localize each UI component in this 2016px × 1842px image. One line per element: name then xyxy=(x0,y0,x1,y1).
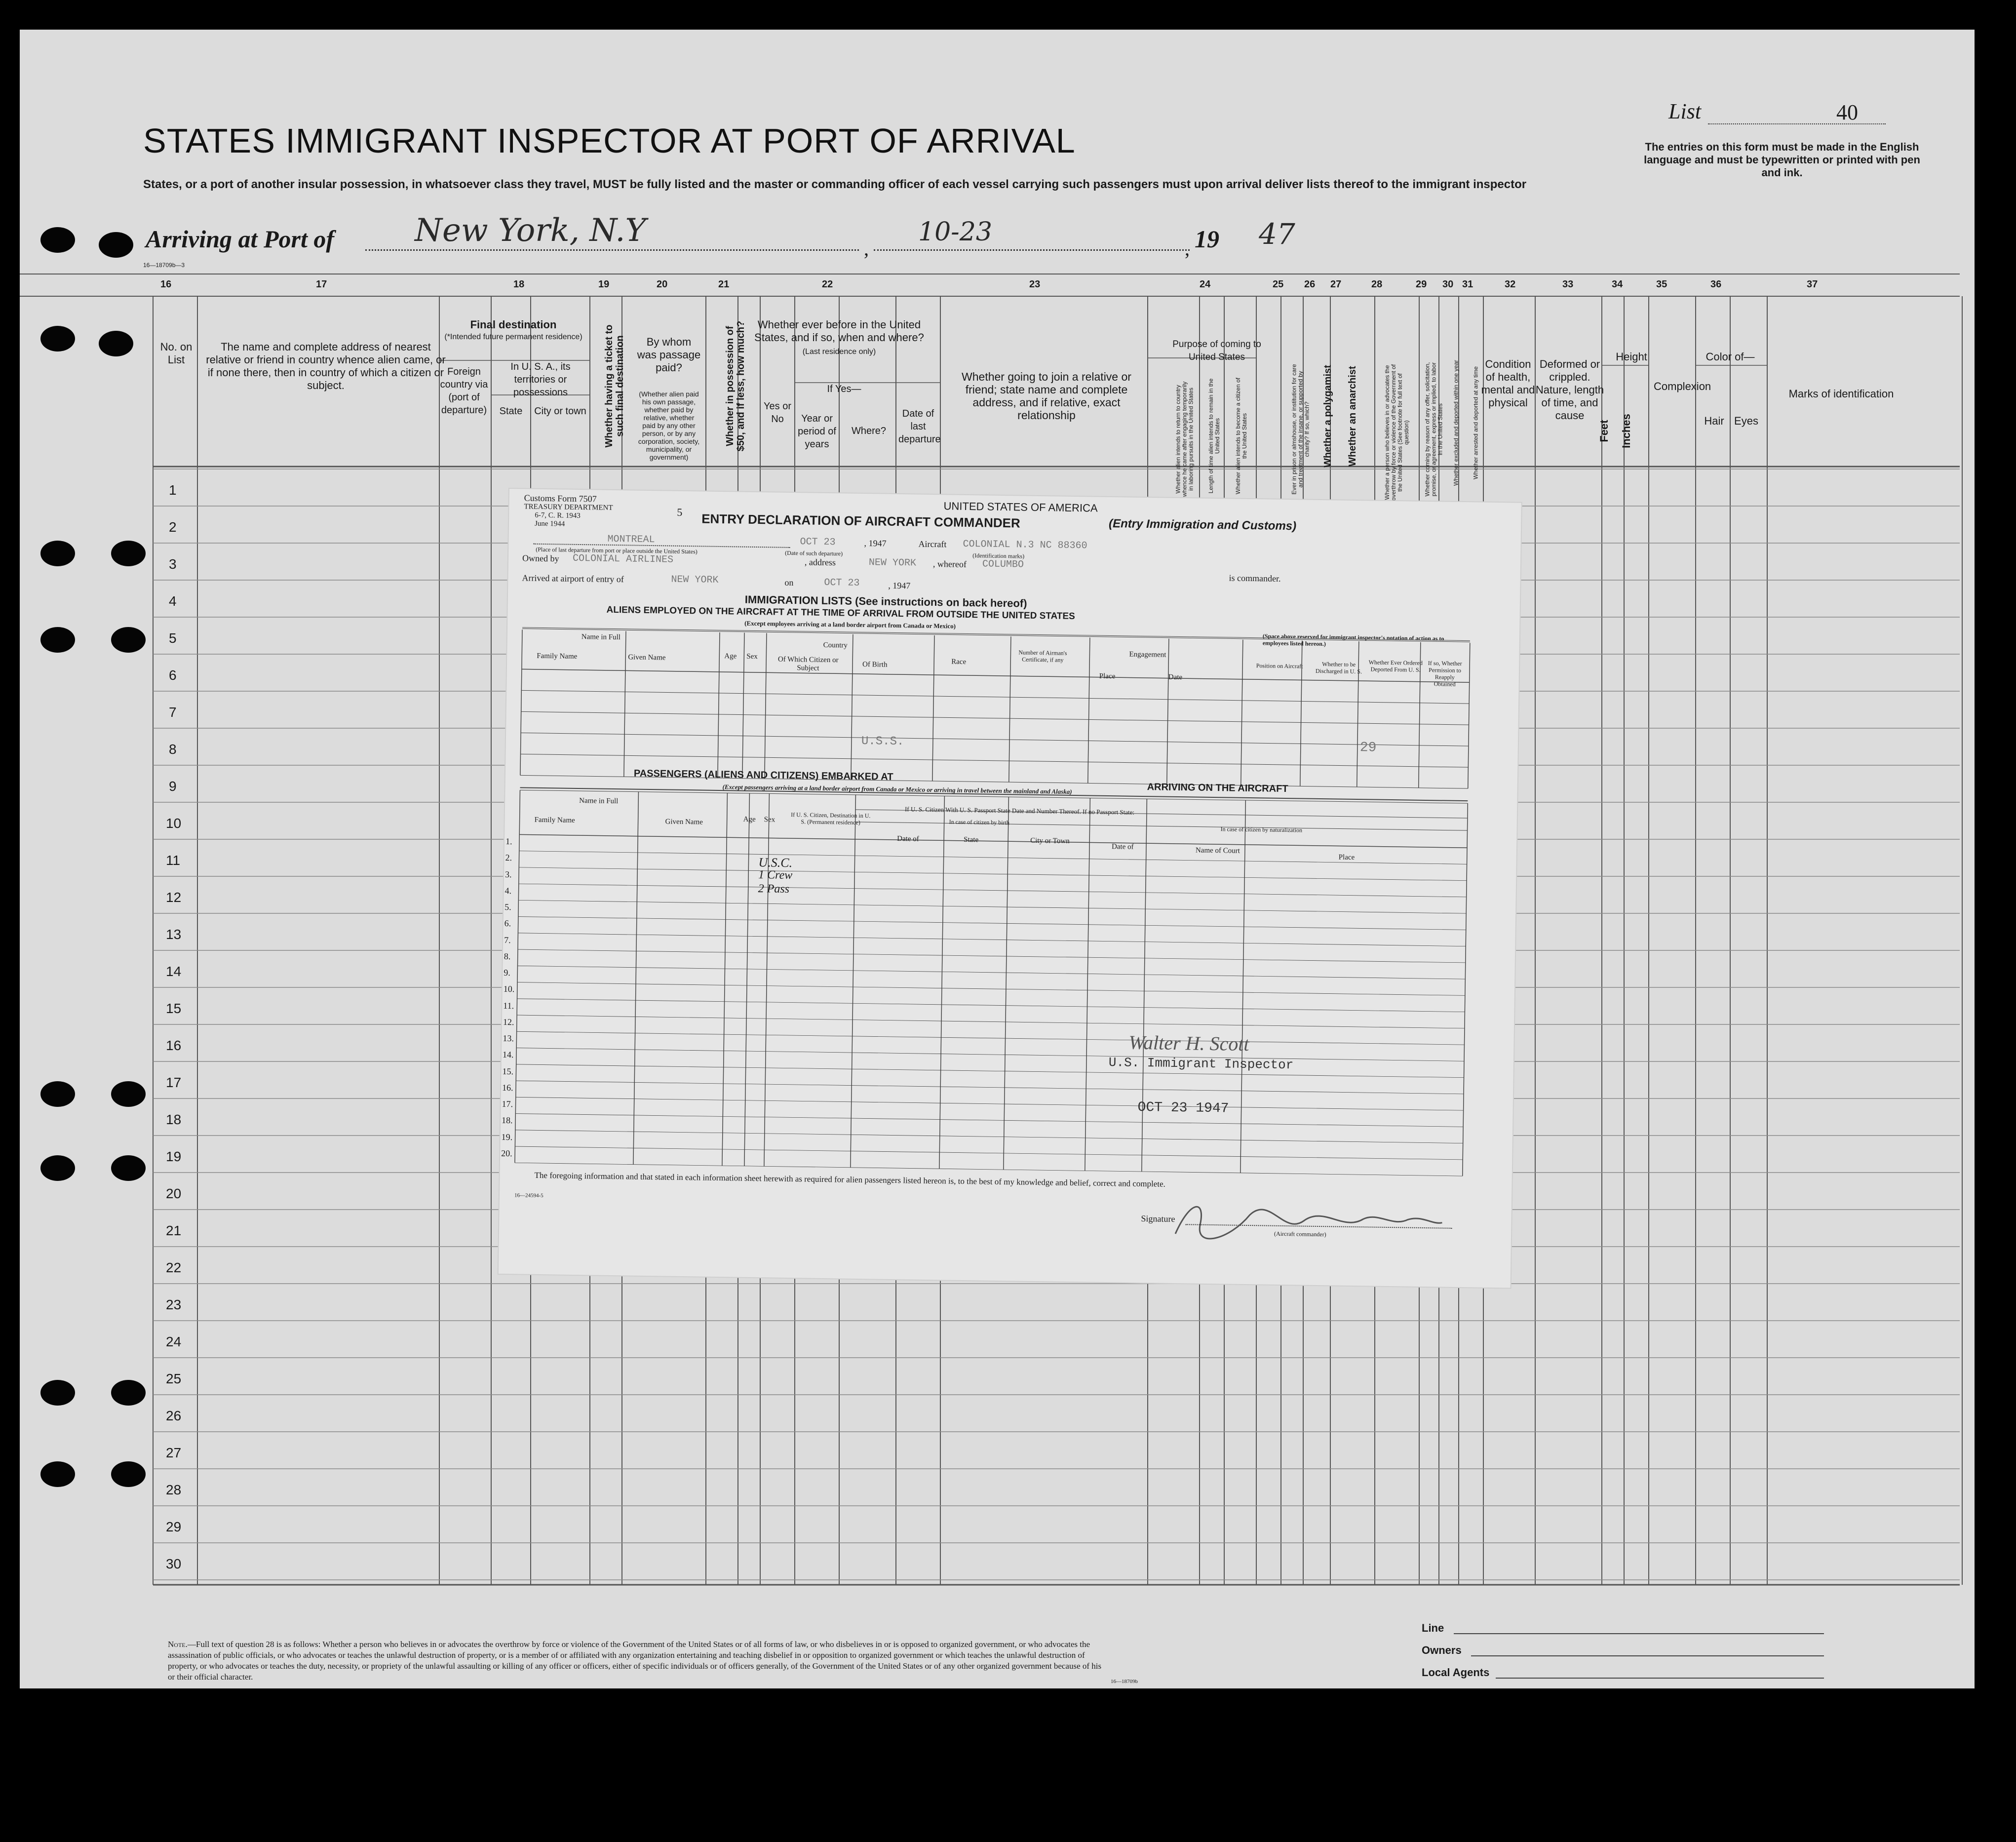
pax-row-number: 3. xyxy=(504,869,512,879)
crew-place: Place xyxy=(1099,672,1116,681)
pax-row-number: 4. xyxy=(504,885,512,896)
row-number: 25 xyxy=(166,1371,182,1386)
row-number: 6 xyxy=(169,667,177,683)
pax-row-number: 5. xyxy=(504,901,511,912)
col-num-17: 17 xyxy=(316,279,327,290)
departure-date: OCT 23 xyxy=(800,536,836,549)
pax-date-of-birth: Date of xyxy=(897,835,919,843)
crew-mark-29: 29 xyxy=(1359,740,1377,756)
port-line xyxy=(365,249,859,251)
row-number: 18 xyxy=(166,1112,182,1127)
row-number: 9 xyxy=(169,779,177,794)
crew-sex: Sex xyxy=(746,652,758,661)
commander-caption: (Aircraft commander) xyxy=(1274,1230,1326,1238)
col-num-23: 23 xyxy=(1029,279,1041,290)
form-title: STATES IMMIGRANT INSPECTOR AT PORT OF ARRIVAL xyxy=(143,121,1076,160)
header-nearest-relative: The name and complete address of nearest relative or friend in country whence alien came, or if none there, then in country of which a citizen or subject. xyxy=(206,341,446,392)
header-marks: Marks of identification xyxy=(1788,388,1894,400)
col-num-22: 22 xyxy=(822,279,833,290)
col-num-29: 29 xyxy=(1416,279,1427,290)
arrived-year: , 1947 xyxy=(888,580,911,591)
pax-place: Place xyxy=(1338,853,1355,862)
foregoing-statement: The foregoing information and that stated in each information sheet herewith as required for alien passengers listed hereon is, to the best of my knowledge and belief, correct and complete. xyxy=(534,1170,1165,1189)
col-num-21: 21 xyxy=(718,279,730,290)
pax-row-number: 1. xyxy=(505,836,512,847)
pax-row-number: 9. xyxy=(504,967,510,978)
col-num-35: 35 xyxy=(1656,279,1667,290)
header-ever-before: Whether ever before in the United States, and if so, when and where? xyxy=(754,318,924,344)
year-prefix: 19 xyxy=(1195,225,1219,253)
departure-date-caption: (Date of such departure) xyxy=(785,549,843,557)
header-final-destination: Final destination xyxy=(470,318,557,331)
insert-form-code: Customs Form 7507 xyxy=(524,493,597,504)
header-state: State xyxy=(499,406,523,417)
col-num-28: 28 xyxy=(1371,279,1383,290)
insert-page-mark: 5 xyxy=(677,506,683,518)
footer-form-code: 16—18709b xyxy=(1111,1679,1138,1685)
header-passage-note: (Whether alien paid his own passage, whether paid by relative, whether paid by any other person, or by any corporation, society, municipality, or government) xyxy=(638,390,700,461)
header-polygamist: Whether a polygamist xyxy=(1322,365,1333,468)
row-number: 23 xyxy=(166,1297,182,1312)
header-height: Height xyxy=(1616,351,1647,363)
header-purpose: Purpose of coming to United States xyxy=(1172,339,1261,362)
crew-deported: Whether Ever Ordered Deported From U. S. xyxy=(1368,659,1423,673)
insert-title: ENTRY DECLARATION OF AIRCRAFT COMMANDER xyxy=(701,511,1020,531)
form-subtitle: States, or a port of another insular possession, in whatsoever class they travel, MUST be fully listed and the master or commanding officer of each vessel carrying such passengers must upon arrival deliver lists thereof to the immigrant inspector xyxy=(143,178,1527,191)
header-prison: Ever in prison or almshouse, or institution for care and treatment of the insane, or supported by charity? If so, which? xyxy=(1290,364,1311,495)
aircraft-declaration-insert xyxy=(499,489,1521,1288)
comma: , xyxy=(1185,237,1190,260)
crew-given: Given Name xyxy=(628,653,666,662)
inspector-signature: Walter H. Scott xyxy=(1128,1031,1249,1056)
row-number: 24 xyxy=(166,1334,182,1349)
footer-agents-label: Local Agents xyxy=(1422,1666,1490,1679)
row-number: 20 xyxy=(166,1186,182,1201)
header-city: City or town xyxy=(534,406,586,417)
row-number: 5 xyxy=(169,630,177,646)
footnote-label: Note. xyxy=(168,1640,188,1649)
departure-caption: (Place of last departure from port or place outside the United States) xyxy=(536,546,698,555)
commander-signature xyxy=(1170,1189,1447,1248)
col-num-30: 30 xyxy=(1442,279,1454,290)
footer-owners-label: Owners xyxy=(1422,1644,1462,1656)
header-possession-50: Whether in possession of $50, and if less, how much? xyxy=(725,320,746,452)
row-number: 21 xyxy=(166,1223,182,1238)
address-label: , address xyxy=(804,557,836,568)
port-of-arrival: New York, N.Y xyxy=(415,212,646,249)
pax-city: City or Town xyxy=(1030,836,1070,845)
list-label: List xyxy=(1668,99,1702,123)
address: NEW YORK xyxy=(868,557,917,569)
crew-mark-uss: U.S.S. xyxy=(861,735,904,749)
header-where: Where? xyxy=(851,426,887,436)
list-number: 40 xyxy=(1836,100,1858,124)
insert-country: UNITED STATES OF AMERICA xyxy=(943,500,1098,514)
crew-country: Country xyxy=(823,641,848,650)
insert-edition: June 1944 xyxy=(534,519,565,528)
on-label: on xyxy=(784,577,794,588)
crew-birth: Of Birth xyxy=(862,661,888,669)
date-stamp: OCT 23 1947 xyxy=(1137,1099,1229,1117)
col-num-33: 33 xyxy=(1562,279,1574,290)
footnote-q28 xyxy=(168,1639,1106,1683)
aircraft-ident: COLONIAL N.3 NC 88360 xyxy=(963,538,1087,552)
row-number: 19 xyxy=(166,1149,182,1164)
row-number: 17 xyxy=(166,1075,182,1090)
crew-engagement: Engagement xyxy=(1129,650,1166,659)
col-num-19: 19 xyxy=(598,279,610,290)
signature-label: Signature xyxy=(1141,1214,1175,1224)
col-num-27: 27 xyxy=(1330,279,1342,290)
header-purpose-length: Length of time alien intends to remain in the United States xyxy=(1207,378,1221,494)
list-line xyxy=(1708,123,1886,124)
col-num-26: 26 xyxy=(1304,279,1316,290)
row-number: 4 xyxy=(169,593,177,609)
header-last-departure: Date of last departure xyxy=(898,408,941,445)
header-labor-offer: Whether coming by reason of any offer, solicitation, promise, or agreement, express or implied, to labor in the United States xyxy=(1424,362,1444,497)
pax-row-number: 15. xyxy=(502,1066,514,1076)
insert-cr: 6-7, C. R. 1943 xyxy=(535,511,581,520)
row-number: 7 xyxy=(169,705,177,720)
insert-title-suffix: (Entry Immigration and Customs) xyxy=(1108,516,1297,533)
pax-sex: Sex xyxy=(764,816,775,824)
whereof-label: , whereof xyxy=(932,558,967,569)
header-in-usa: In U. S. A., its territories or possessions xyxy=(510,361,571,398)
col-num-25: 25 xyxy=(1273,279,1284,290)
crew-date: Date xyxy=(1168,673,1183,682)
header-anarchist: Whether an anarchist xyxy=(1347,366,1358,467)
crew-citizen: Of Which Citizen or Subject xyxy=(777,655,839,672)
date-line xyxy=(874,249,1190,251)
crew-position: Position on Aircraft xyxy=(1256,662,1303,670)
insert-dept: TREASURY DEPARTMENT xyxy=(524,503,613,512)
arrived-airport: NEW YORK xyxy=(671,574,719,586)
row-number: 27 xyxy=(166,1445,182,1460)
col-num-16: 16 xyxy=(160,279,172,290)
header-complexion: Complexion xyxy=(1654,380,1711,392)
arrived-label: Arrived at airport of entry of xyxy=(522,573,624,585)
header-period: Year or period of years xyxy=(798,413,836,450)
ident-caption: (Identification marks) xyxy=(972,552,1025,560)
row-number: 1 xyxy=(169,482,177,498)
aliens-employed: ALIENS EMPLOYED ON THE AIRCRAFT AT THE TIME OF ARRIVAL FROM OUTSIDE THE UNITED STATES xyxy=(606,604,1075,622)
crew-permission: If so, Whether Permission to Reapply Obtained xyxy=(1428,660,1462,688)
pax-mark-usc: U.S.C. xyxy=(758,855,793,870)
col-num-37: 37 xyxy=(1807,279,1818,290)
header-last-residence: (Last residence only) xyxy=(802,348,876,356)
pax-age: Age xyxy=(743,815,756,824)
pax-nat-case: In case of citizen by naturalization xyxy=(1220,825,1303,834)
reserved-note: (Space above reserved for immigrant inspector's notation of action as to employees listed hereon.) xyxy=(1262,632,1444,648)
passengers-title: PASSENGERS (ALIENS AND CITIZENS) EMBARKED AT xyxy=(633,768,893,783)
header-no-on-list: No. on List xyxy=(160,341,193,366)
footer-line-label: Line xyxy=(1422,1622,1444,1634)
header-color: Color of— xyxy=(1706,351,1755,363)
header-arrested: Whether arrested and deported at any time xyxy=(1472,366,1479,479)
pax-court: Name of Court xyxy=(1195,846,1240,855)
crew-discharged: Whether to be Discharged in U. S. xyxy=(1315,661,1362,675)
pax-family: Family Name xyxy=(534,816,575,824)
header-excluded: Whether excluded and deported within one year xyxy=(1452,360,1460,486)
is-commander: is commander. xyxy=(1229,573,1281,584)
arriving-on-aircraft: ARRIVING ON THE AIRCRAFT xyxy=(1147,782,1288,795)
pax-given: Given Name xyxy=(665,818,703,826)
pax-row-number: 11. xyxy=(503,1000,514,1011)
row-number: 3 xyxy=(169,556,177,572)
row-number: 14 xyxy=(166,964,182,979)
pax-row-number: 13. xyxy=(503,1033,514,1044)
pax-date-of: Date of xyxy=(1111,843,1134,851)
row-number: 12 xyxy=(166,890,182,905)
crew-race: Race xyxy=(951,658,967,666)
entries-note: The entries on this form must be made in the English language and must be typewritten or printed with pen and ink. xyxy=(1644,141,1920,179)
col-num-31: 31 xyxy=(1462,279,1473,290)
pax-row-number: 20. xyxy=(501,1148,512,1158)
header-purpose-citizen: Whether alien intends to become a citizen of the United States xyxy=(1235,377,1248,495)
form-code: 16—18709b—3 xyxy=(143,262,185,269)
comma: , xyxy=(864,237,869,260)
owned-by-label: Owned by xyxy=(522,553,559,564)
header-eyes: Eyes xyxy=(1734,415,1758,427)
departure-place: MONTREAL xyxy=(607,533,655,546)
crew-family: Family Name xyxy=(537,652,578,661)
header-hair: Hair xyxy=(1704,415,1724,427)
commander: COLUMBO xyxy=(982,558,1024,571)
header-health: Condition of health, mental and physical xyxy=(1481,358,1535,409)
crew-name-in-full: Name in Full xyxy=(581,633,621,642)
row-number: 29 xyxy=(166,1519,182,1534)
arrived-date: OCT 23 xyxy=(824,577,860,589)
pax-row-number: 8. xyxy=(504,951,511,961)
header-feet: Feet xyxy=(1598,420,1610,442)
crew-cert: Number of Airman's Certificate, if any xyxy=(1018,649,1067,664)
pax-row-number: 6. xyxy=(504,918,511,929)
inspector-title: U.S. Immigrant Inspector xyxy=(1108,1055,1294,1073)
row-number: 15 xyxy=(166,1001,182,1016)
pax-row-number: 16. xyxy=(502,1082,513,1093)
header-deformed: Deformed or crippled. Nature, length of time, and cause xyxy=(1535,358,1604,422)
row-number: 16 xyxy=(166,1038,182,1053)
footer-line-rule xyxy=(1454,1633,1824,1634)
header-if-yes: If Yes— xyxy=(827,384,861,394)
header-ticket: Whether having a ticket to such final destination xyxy=(604,324,625,448)
row-number: 13 xyxy=(166,927,182,942)
col-num-36: 36 xyxy=(1710,279,1722,290)
row-number: 8 xyxy=(169,742,177,757)
pax-destination: If U. S. Citizen, Destination in U. S. (Permanent residence) xyxy=(791,811,871,826)
arrival-date: 10-23 xyxy=(918,217,992,247)
col-num-34: 34 xyxy=(1612,279,1623,290)
aliens-employed-note: (Except employees arriving at a land border airport from Canada or Mexico) xyxy=(744,619,956,630)
header-yes-no: Yes or No xyxy=(764,401,791,425)
pax-row-number: 12. xyxy=(503,1017,514,1027)
col-num-32: 32 xyxy=(1505,279,1516,290)
pax-row-number: 2. xyxy=(505,853,512,863)
manifest-sheet xyxy=(20,30,1975,1688)
row-number: 26 xyxy=(166,1408,182,1423)
row-number: 28 xyxy=(166,1482,182,1497)
pax-mark-crew: 1 Crew xyxy=(758,868,793,882)
header-join-relative: Whether going to join a relative or friend; state name and complete address, and if relative, exact relationship xyxy=(962,370,1131,422)
row-number: 22 xyxy=(166,1260,182,1275)
arriving-label: Arriving at Port of xyxy=(146,225,334,253)
arrival-year: 47 xyxy=(1259,217,1295,251)
owner: COLONIAL AIRLINES xyxy=(572,552,674,566)
pax-row-number: 19. xyxy=(501,1132,513,1142)
header-purpose-return: Whether alien intends to return to country whence he came after engaging temporarily in laboring pursuits in the United States xyxy=(1174,381,1195,497)
header-overthrow: Whether a person who believes in or advocates the overthrow by force or violence of the Government of the United States (See footnote for full text of question) xyxy=(1384,364,1410,501)
pax-row-number: 10. xyxy=(503,984,515,994)
col-num-20: 20 xyxy=(657,279,668,290)
header-final-destination-note: (*Intended future permanent residence) xyxy=(444,333,582,341)
row-number: 10 xyxy=(166,816,182,831)
passengers-note: (Except passengers arriving at a land border airport from Canada or Mexico or arriving in travel between the mainland and Alaska) xyxy=(722,783,1072,795)
pax-state: State xyxy=(964,835,979,844)
crew-age: Age xyxy=(724,652,737,661)
departure-year: , 1947 xyxy=(864,538,887,549)
pax-row-number: 14. xyxy=(502,1050,514,1060)
pax-mark-pass: 2 Pass xyxy=(758,882,790,896)
row-number: 11 xyxy=(166,853,181,868)
col-num-18: 18 xyxy=(513,279,525,290)
footer-owners-rule xyxy=(1471,1655,1824,1656)
header-inches: Inches xyxy=(1620,414,1632,448)
pax-name-in-full: Name in Full xyxy=(579,797,619,806)
pax-row-number: 7. xyxy=(504,935,511,945)
row-number: 30 xyxy=(166,1556,182,1571)
pax-birth-case: In case of citizen by birth xyxy=(949,818,1010,826)
pax-passport: If U. S. Citizen With U. S. Passport State Date and Number Thereof. If no Passport State: xyxy=(904,805,1135,816)
immigration-lists: IMMIGRATION LISTS (See instructions on back hereof) xyxy=(744,593,1027,610)
footnote-text: —Full text of question 28 is as follows: Whether a person who believes in or advocates the overthrow by force or violence of the Government of the United States or of all forms of law, or who disbelieves in or is opposed to organized government, or who advocates the assassination of public officials, or who advocates or teaches the unlawful destruction of property, or is a member of or affiliated with any organization entertaining and teaching disbelief in or opposition to organized government or which teaches the unlawful destruction of property, or who advocates or teaches the duty, necessity, or propriety of the unlawful assaulting or killing of any officer or officers, either of specific individuals or of officers generally, of the Government of the United States or of any other organized government because of his or their official character. xyxy=(168,1640,1102,1682)
footer-agents-rule xyxy=(1496,1678,1824,1679)
pax-row-number: 17. xyxy=(502,1098,513,1109)
pax-row-number: 18. xyxy=(501,1115,513,1126)
header-passage-paid: By whom was passage paid? xyxy=(637,336,701,374)
insert-bottom-code: 16—24594-5 xyxy=(514,1192,543,1199)
row-number: 2 xyxy=(169,519,177,535)
col-num-24: 24 xyxy=(1200,279,1211,290)
punch-hole xyxy=(40,227,75,253)
punch-hole xyxy=(99,232,133,258)
aircraft-label: Aircraft xyxy=(918,539,947,549)
header-foreign-country: Foreign country via (port of departure) xyxy=(440,366,488,416)
